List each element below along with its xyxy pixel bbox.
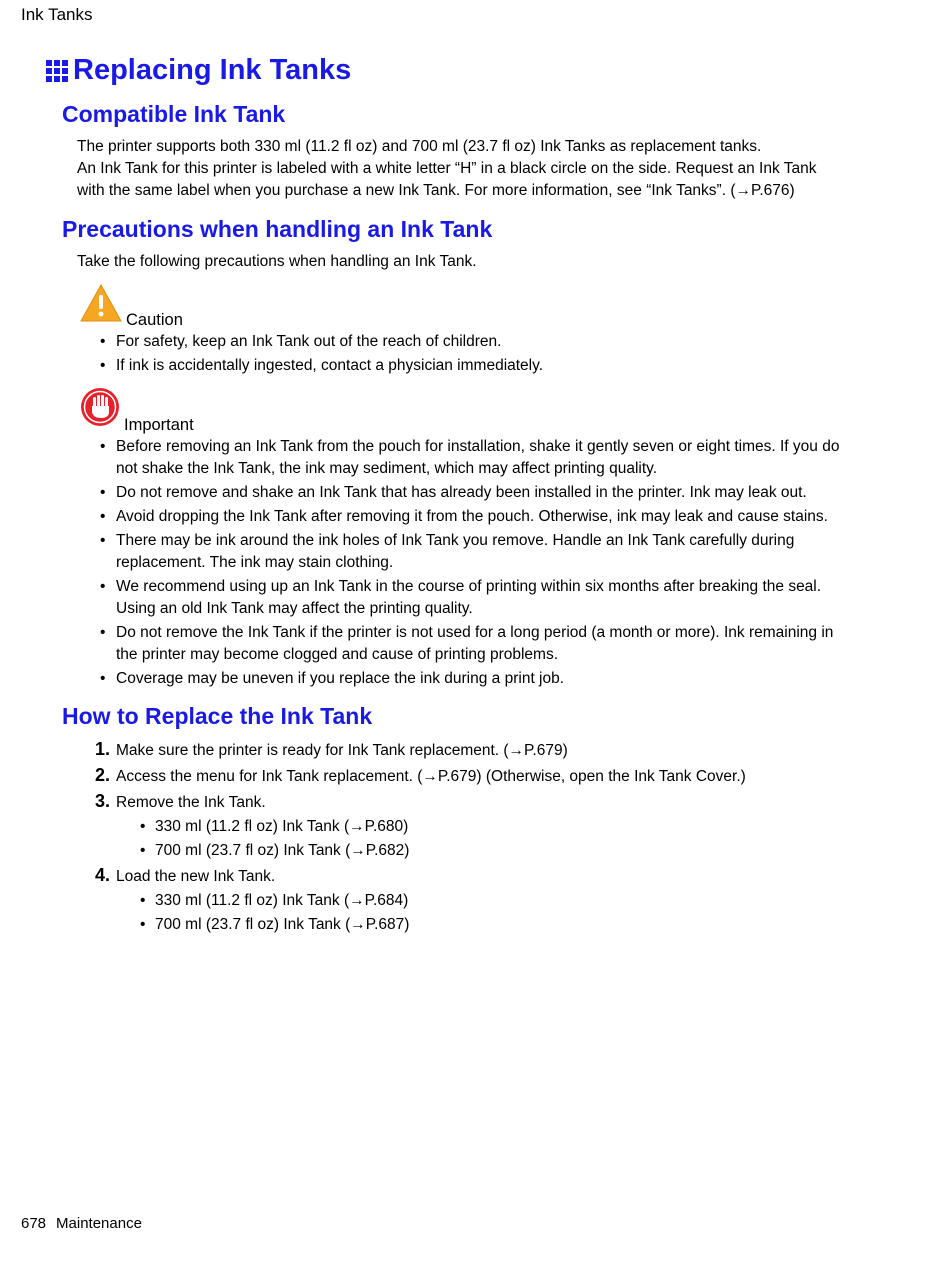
page-title-row <box>46 54 351 87</box>
step-sub-list <box>95 890 855 936</box>
list-item: • Before removing an Ink Tank from the pouch for installation, shake it gently seven or eight times. If you do not shake the Ink Tank, the ink may sediment, which may affect printing quality. <box>100 436 840 480</box>
precautions-heading: Precautions when handling an Ink Tank <box>62 216 493 242</box>
step-number: 1. <box>95 739 111 759</box>
stop-hand-icon <box>80 387 120 432</box>
step-sub-list <box>95 816 855 862</box>
step-4 <box>95 864 855 936</box>
precautions-intro: Take the following precautions when handling an Ink Tank. <box>77 253 477 270</box>
step-text: Remove the Ink Tank. <box>116 794 266 811</box>
step-text: Make sure the printer is ready for Ink Tank replacement. (→P.679) <box>116 742 568 759</box>
step-3 <box>95 790 855 862</box>
step-1 <box>95 738 855 762</box>
step-2 <box>95 764 855 788</box>
page-footer <box>21 1215 142 1232</box>
compatible-heading: Compatible Ink Tank <box>62 101 286 127</box>
page-title: Replacing Ink Tanks <box>73 54 352 86</box>
list-item: • We recommend using up an Ink Tank in the course of printing within six months after breaking the seal. Using an old Ink Tank may affect the printing quality. <box>100 576 840 620</box>
step-text: Load the new Ink Tank. <box>116 868 276 885</box>
howto-steps <box>95 738 855 938</box>
important-label: Important <box>124 416 194 434</box>
caution-list <box>100 331 840 379</box>
important-notice <box>80 387 194 432</box>
warning-triangle-icon <box>80 284 122 327</box>
list-item: • Avoid dropping the Ink Tank after removing it from the pouch. Otherwise, ink may leak and cause stains. <box>100 506 840 528</box>
sub-item: • 700 ml (23.7 fl oz) Ink Tank (→P.687) <box>140 914 855 936</box>
list-item: • There may be ink around the ink holes of Ink Tank you remove. Handle an Ink Tank carefully during replacement. The ink may stain clothing. <box>100 530 840 574</box>
caution-label: Caution <box>126 311 183 329</box>
compatible-line-1: The printer supports both 330 ml (11.2 fl oz) and 700 ml (23.7 fl oz) Ink Tanks as replacement tanks. <box>77 138 762 155</box>
list-item: • For safety, keep an Ink Tank out of the reach of children. <box>100 331 840 353</box>
list-item: • Coverage may be uneven if you replace the ink during a print job. <box>100 668 840 690</box>
step-text: Access the menu for Ink Tank replacement. (→P.679) (Otherwise, open the Ink Tank Cover.) <box>116 768 746 785</box>
step-number: 2. <box>95 765 111 785</box>
page-number: 678 <box>21 1215 47 1232</box>
sub-item: • 330 ml (11.2 fl oz) Ink Tank (→P.684) <box>140 890 855 912</box>
step-number: 4. <box>95 865 111 885</box>
compatible-line-2: An Ink Tank for this printer is labeled with a white letter “H” in a black circle on the side. Request an Ink Tank with the same label when you purchase a new Ink Tank. For more information, see “Ink Tanks”. (→P.676) <box>77 160 817 199</box>
caution-notice <box>80 284 183 327</box>
sub-item: • 700 ml (23.7 fl oz) Ink Tank (→P.682) <box>140 840 855 862</box>
howto-heading: How to Replace the Ink Tank <box>62 703 373 729</box>
list-item: • If ink is accidentally ingested, contact a physician immediately. <box>100 355 840 377</box>
list-item: • Do not remove and shake an Ink Tank that has already been installed in the printer. Ink may leak out. <box>100 482 840 504</box>
running-header: Ink Tanks <box>21 5 93 24</box>
footer-section: Maintenance <box>56 1215 142 1232</box>
grid-icon <box>46 60 68 82</box>
important-list <box>100 436 840 692</box>
step-number: 3. <box>95 791 111 811</box>
list-item: • Do not remove the Ink Tank if the printer is not used for a long period (a month or more). Ink remaining in the printer may become clogged and cause of printing problems. <box>100 622 840 666</box>
sub-item: • 330 ml (11.2 fl oz) Ink Tank (→P.680) <box>140 816 855 838</box>
